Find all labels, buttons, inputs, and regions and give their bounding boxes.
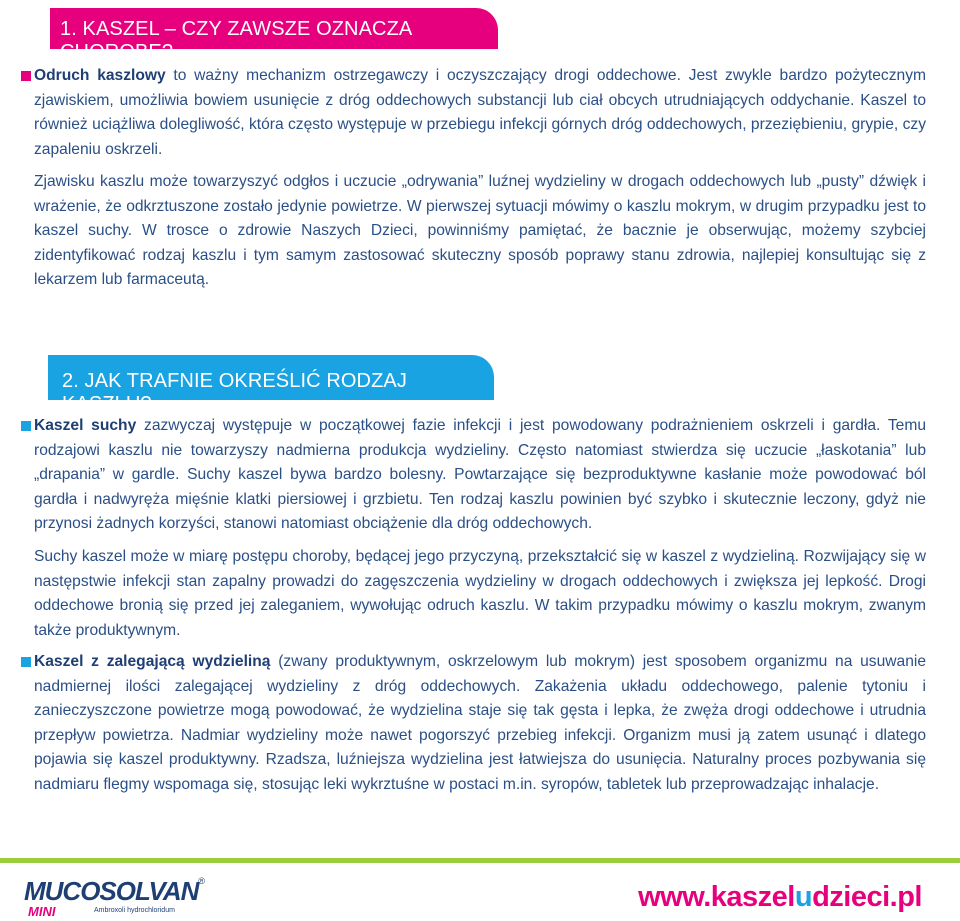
section2-p1-bold: Kaszel suchy [34,417,137,434]
section2-p1-text: zazwyczaj występuje w początkowej fazie infekcji i jest powodowany podrażnieniem oskrzeli i gardła. Temu rodzajowi kaszlu nie towarzyszy nadmierna produkcja wydzieliny. Często natomiast stwierdza się uczucie „łaskotania” lub „drapania” w gardle. Suchy kaszel bywa bardzo bolesny. Powtarzające się bezproduktywne kasłanie może powodować ból gardła i nadwyręża mięśnie klatki piersiowej i grzbietu. Ten rodzaj kaszlu powinien być szybko i skutecznie leczony, gdyż nie przynosi żadnych korzyści, stanowi natomiast obciążenie dla dróg oddechowych. [34,417,926,532]
section1-header [50,8,498,63]
section2-header [48,355,494,415]
blue-square-bullet-icon [21,657,31,667]
footer-divider [0,858,960,863]
pink-square-bullet-icon [21,71,31,81]
logo-registered-mark: ® [198,876,206,886]
section1-paragraph1 [34,64,926,162]
section2-p3-text: (zwany produktywnym, oskrzelowym lub mokrym) jest sposobem organizmu na usuwanie nadmiernej ilości zalegającej wydzieliny z dróg oddechowych. Zakażenia układu oddechowego, palenie tytoniu i zanieczyszczone powietrze mogą powodować, że wydzielina staje się tak gęsta i lepka, że zwęża drogi oddechowe i utrudnia przepływ powietrza. Nadmiar wydzieliny może nawet pogorszyć przebieg infekcji. Organizm musi ją zatem usunąć i dlatego pojawia się kaszel produktywny. Rzadsza, luźniejsza wydzielina jest łatwiejsza do usunięcia. Naturalny proces pozbywania się nadmiaru flegmy wspomaga się, stosując leki wykrztuśne w postaci m.in. syropów, tabletek lub przeprowadzając inhalacje. [34,653,926,793]
section1-paragraph2 [34,170,926,293]
mucosolvan-logo [24,876,206,919]
blue-square-bullet-icon [21,421,31,431]
section1-p2-text: Zjawisku kaszlu może towarzyszyć odgłos i uczucie „odrywania” luźnej wydzieliny w drogach oddechowych lub „pusty” dźwięk i wrażenie, że odkrztuszone zostało jedynie powietrze. W pierwszej sytuacji mówimy o kaszlu mokrym, w drugim przypadku jest to kaszel suchy. W trosce o zdrowie Naszych Dzieci, powinniśmy pamiętać, że bacznie je obserwując, możemy szybciej zidentyfikować rodzaj kaszlu i tym samym zastosować skuteczny sposób poprawy stanu zdrowia, najlepiej konsultując się z lekarzem lub farmaceutą. [34,173,926,288]
section1-p1-text: to ważny mechanizm ostrzegawczy i oczyszczający drogi oddechowe. Jest zwykle bardzo pożytecznym zjawiskiem, umożliwia bowiem usunięcie z dróg oddechowych substancji lub ciał obcych utrudniających oddychanie. Kaszel to również uciążliwa dolegliwość, która często występuje w przebiegu infekcji górnych dróg oddechowych, przeziębieniu, grypie, czy zapaleniu oskrzeli. [34,67,926,158]
logo-main-text: MUCOSOLVAN [24,876,199,906]
url-part3: dzieci.pl [812,881,922,913]
section1-title: 1. KASZEL – CZY ZAWSZE OZNACZA CHOROBĘ? [60,18,412,63]
section2-paragraph1 [34,414,926,537]
logo-subtitle: Ambroxoli hydrochloridum [94,907,175,914]
website-link[interactable] [638,881,922,914]
section2-paragraph2 [34,545,926,643]
section2-title: 2. JAK TRAFNIE OKREŚLIĆ RODZAJ KASZLU? [62,370,407,415]
url-part2: u [794,881,813,913]
section1-p1-bold: Odruch kaszlowy [34,67,166,84]
section2-p3-bold: Kaszel z zalegającą wydzieliną [34,653,271,670]
url-part1: www.kaszel [638,881,795,913]
logo-mini-text: MINI [28,904,56,919]
section2-p2-text: Suchy kaszel może w miarę postępu choroby, będącej jego przyczyną, przekształcić się w kaszel z wydzieliną. Rozwijający się w następstwie infekcji stan zapalny prowadzi do zagęszczenia wydzieliny w drogach oddechowych i zwiększa jej lepkość. Drogi oddechowe bronią się przed jej zaleganiem, wywołując odruch kaszlu. W takim przypadku mówimy o kaszlu mokrym, zwanym także produktywnym. [34,548,926,639]
section2-paragraph3 [34,650,926,797]
